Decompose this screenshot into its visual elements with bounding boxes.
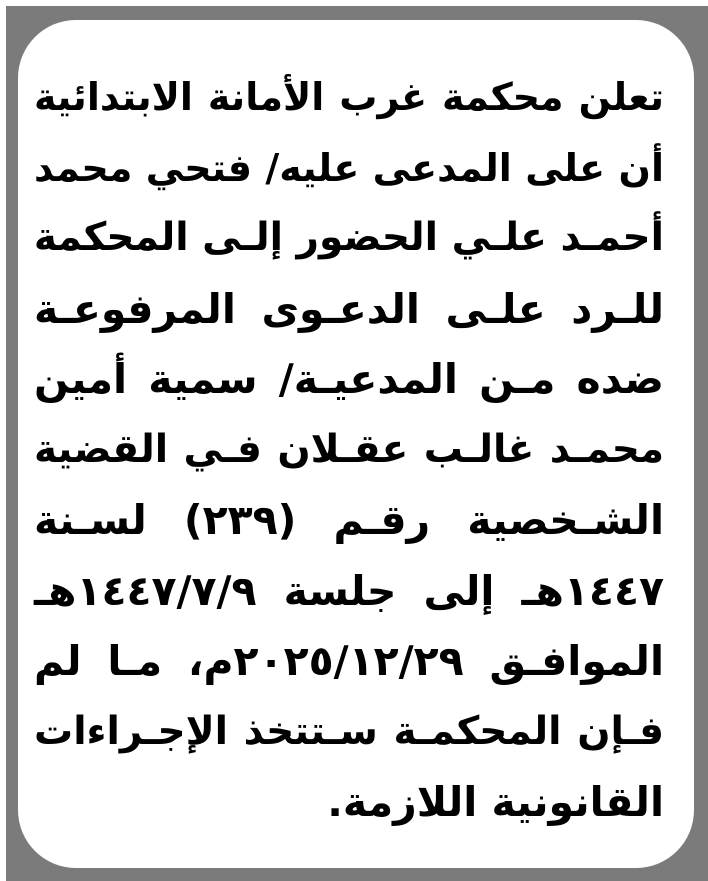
notice-line-8: ١٤٤٧هـ إلى جلسة ١٤٤٧/٧/٩هـ <box>34 566 664 615</box>
notice-line-9: الموافـق ٢٠٢٥/١٢/٢٩م، مـا لم <box>34 637 664 685</box>
notice-line-6: محمـد غالـب عقـلان فـي القضية <box>34 426 664 472</box>
notice-line-11: القانونية اللازمة. <box>327 778 664 826</box>
frame-left-edge <box>0 0 6 881</box>
notice-line-10: فـإن المحكمـة سـتتخذ الإجـراءات <box>34 708 664 754</box>
notice-line-4: للـرد علـى الدعـوى المرفوعـة <box>34 284 664 333</box>
notice-line-7: الشـخصية رقـم (٢٣٩) لسـنة <box>34 496 664 544</box>
notice-line-5: ضده مـن المدعيـة/ سمية أمين <box>34 355 664 403</box>
notice-line-3: أحمـد علـي الحضور إلـى المحكمة <box>33 215 664 260</box>
frame-top-edge <box>0 0 708 6</box>
court-notice-text <box>34 62 664 838</box>
notice-line-2: أن على المدعى عليه/ فتحي محمد <box>34 145 664 190</box>
notice-line-1: تعلن محكمة غرب الأمانة الابتدائية <box>34 75 664 119</box>
